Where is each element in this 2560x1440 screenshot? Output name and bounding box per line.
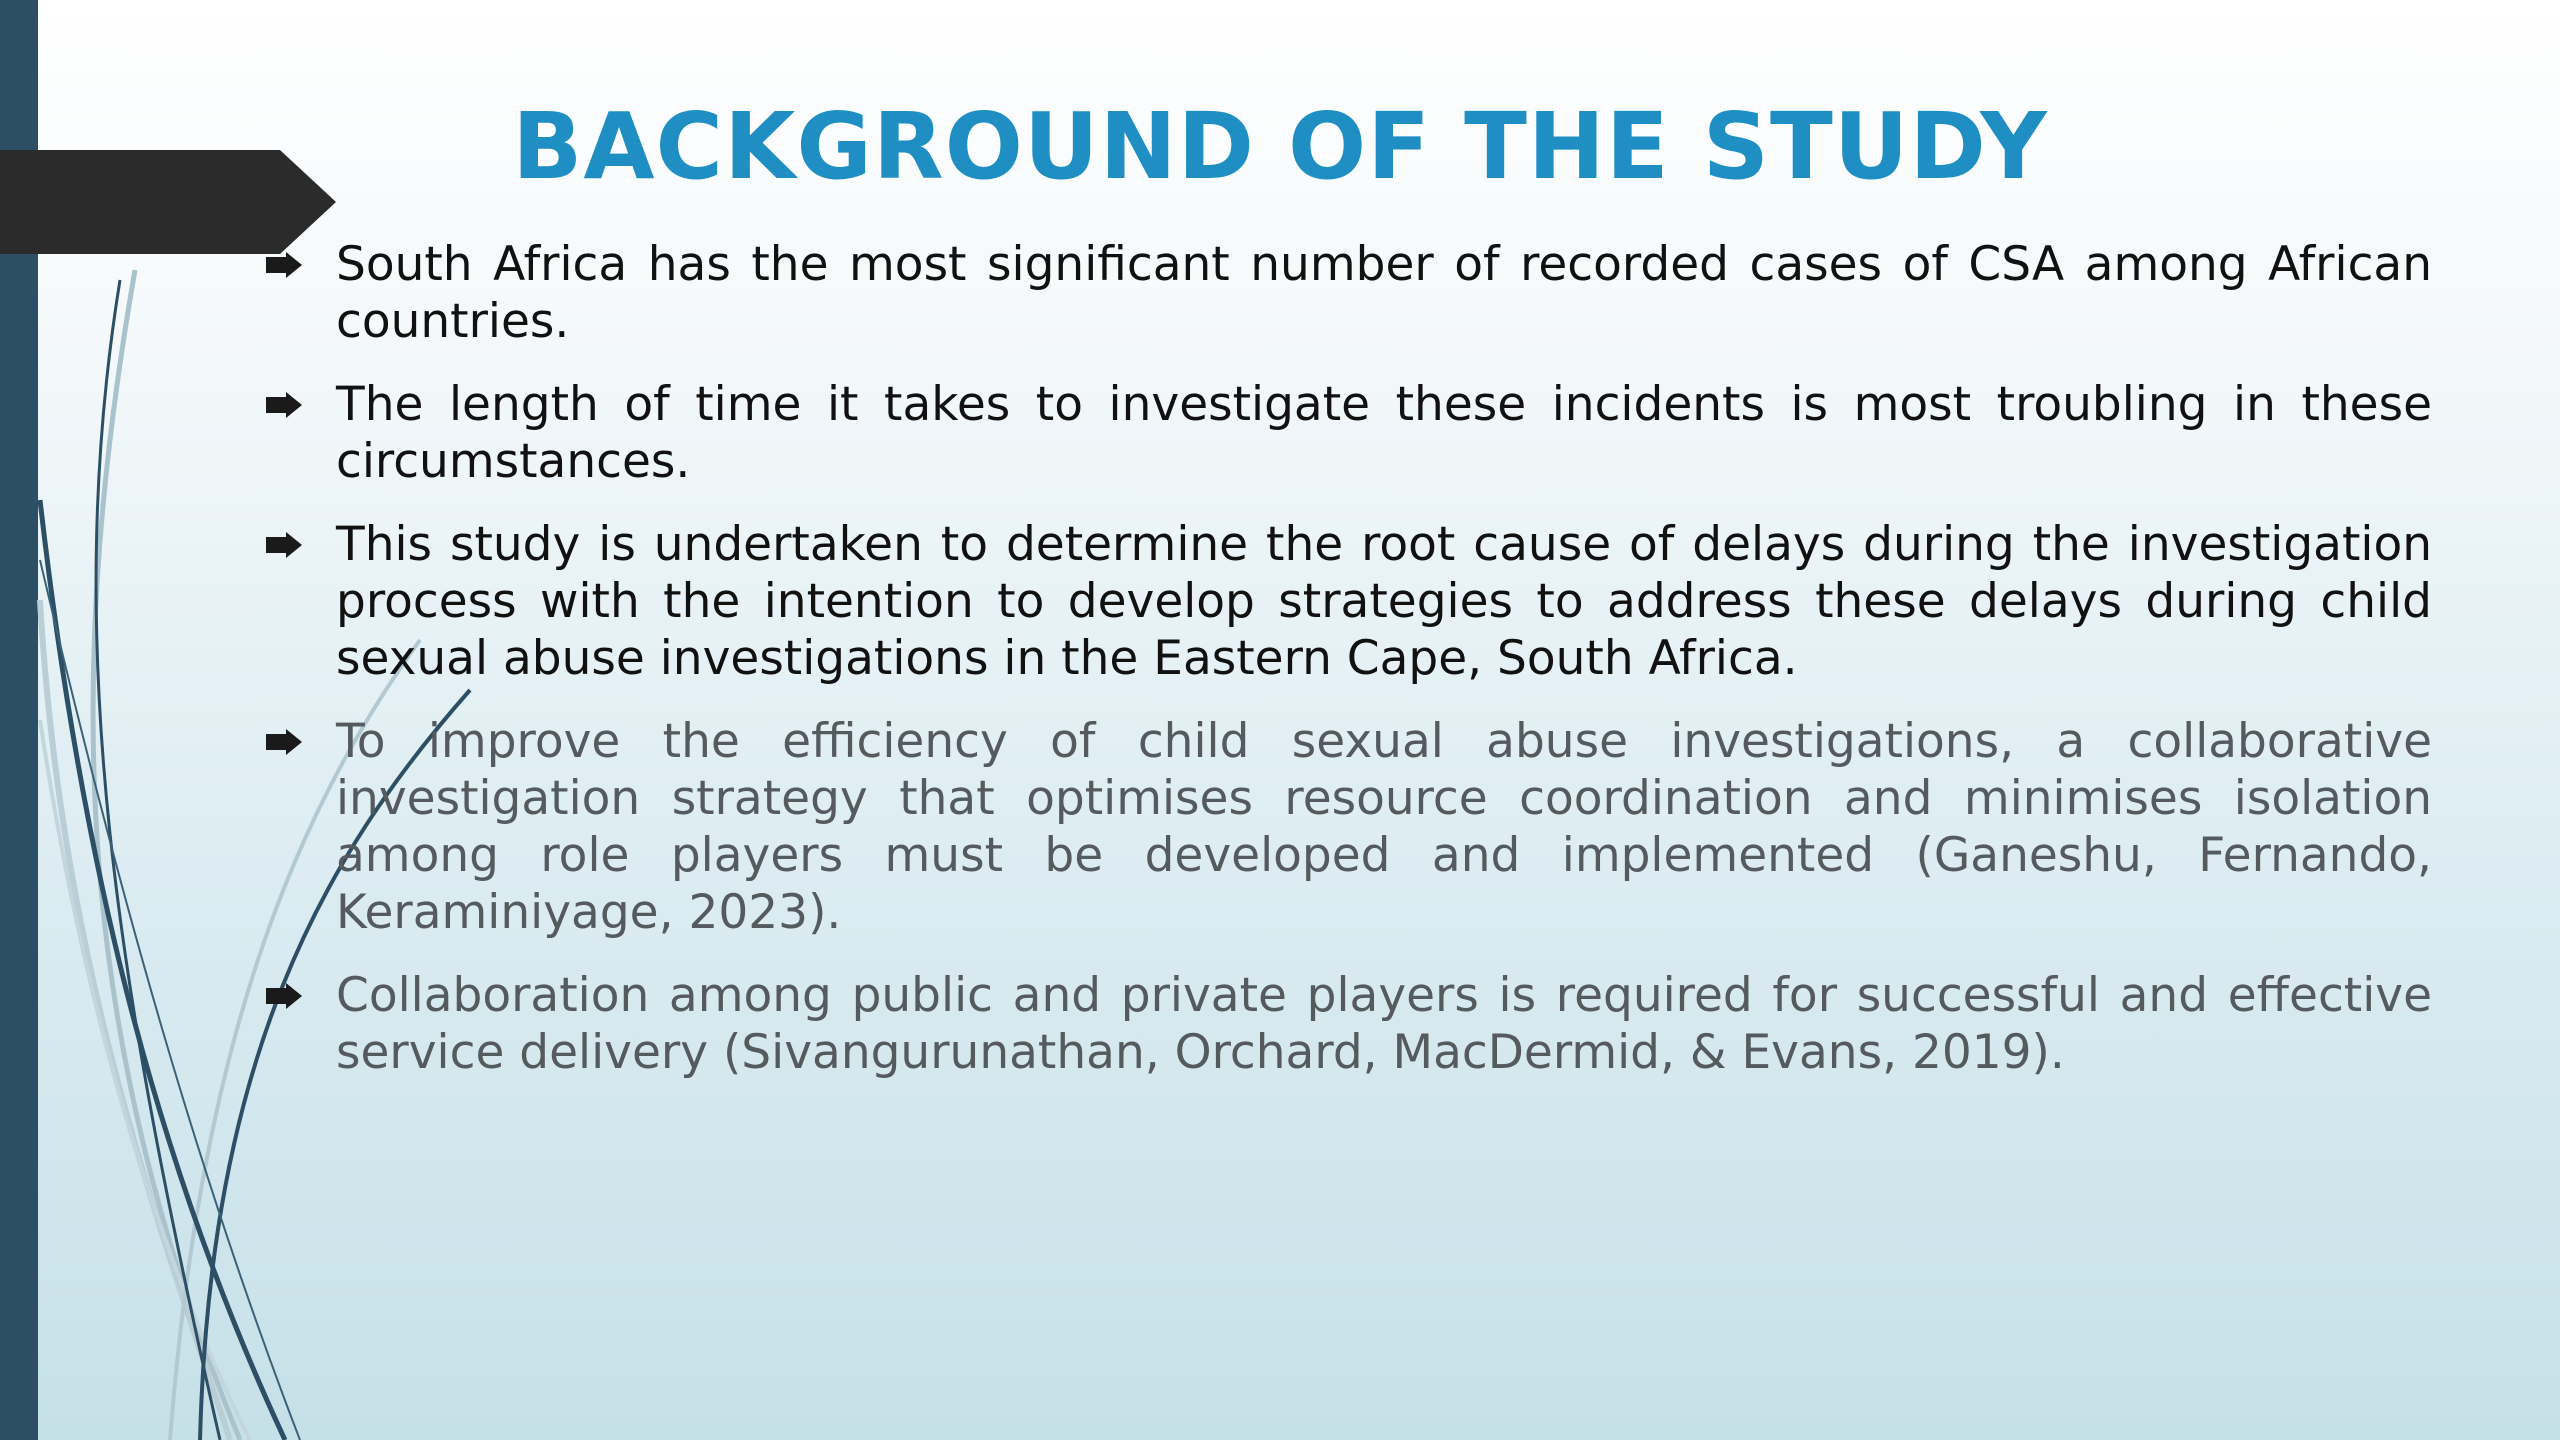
arrow-right-bullet-icon [266,983,302,1009]
curve-light-1 [93,270,240,1440]
slide-title: BACKGROUND OF THE STUDY [512,93,2048,200]
bullet-text-5: Collaboration among public and private players is required for successful and effective service delivery (Sivangurunathan, Orchard, MacDermid, & Evans, 2019). [336,968,2432,1080]
arrow-right-bullet-icon [266,392,302,418]
bullet-item-3 [262,516,2432,687]
arrow-right-bullet-icon [266,532,302,558]
bullet-item-4 [262,713,2432,941]
bullet-item-2 [262,376,2432,490]
bullet-text-2: The length of time it takes to investigate these incidents is most troubling in these circumstances. [336,377,2432,489]
arrow-right-bullet-icon [266,252,302,278]
bullet-list [262,236,2432,1107]
bullet-text-3: This study is undertaken to determine the root cause of delays during the investigation process with the intention to develop strategies to address these delays during child sexual abuse investigations in the Eastern Cape, South Africa. [336,517,2432,686]
bullet-text-4: To improve the efficiency of child sexual abuse investigations, a collaborative investigation strategy that optimises resource coordination and minimises isolation among role players must be developed and implemented (Ganeshu, Fernando, Keraminiyage, 2023). [336,714,2432,940]
bullet-item-5 [262,967,2432,1081]
arrow-right-bullet-icon [266,729,302,755]
bullet-text-1: South Africa has the most significant number of recorded cases of CSA among African countries. [336,237,2432,349]
bullet-item-1 [262,236,2432,350]
curve-dark-4 [40,560,300,1440]
